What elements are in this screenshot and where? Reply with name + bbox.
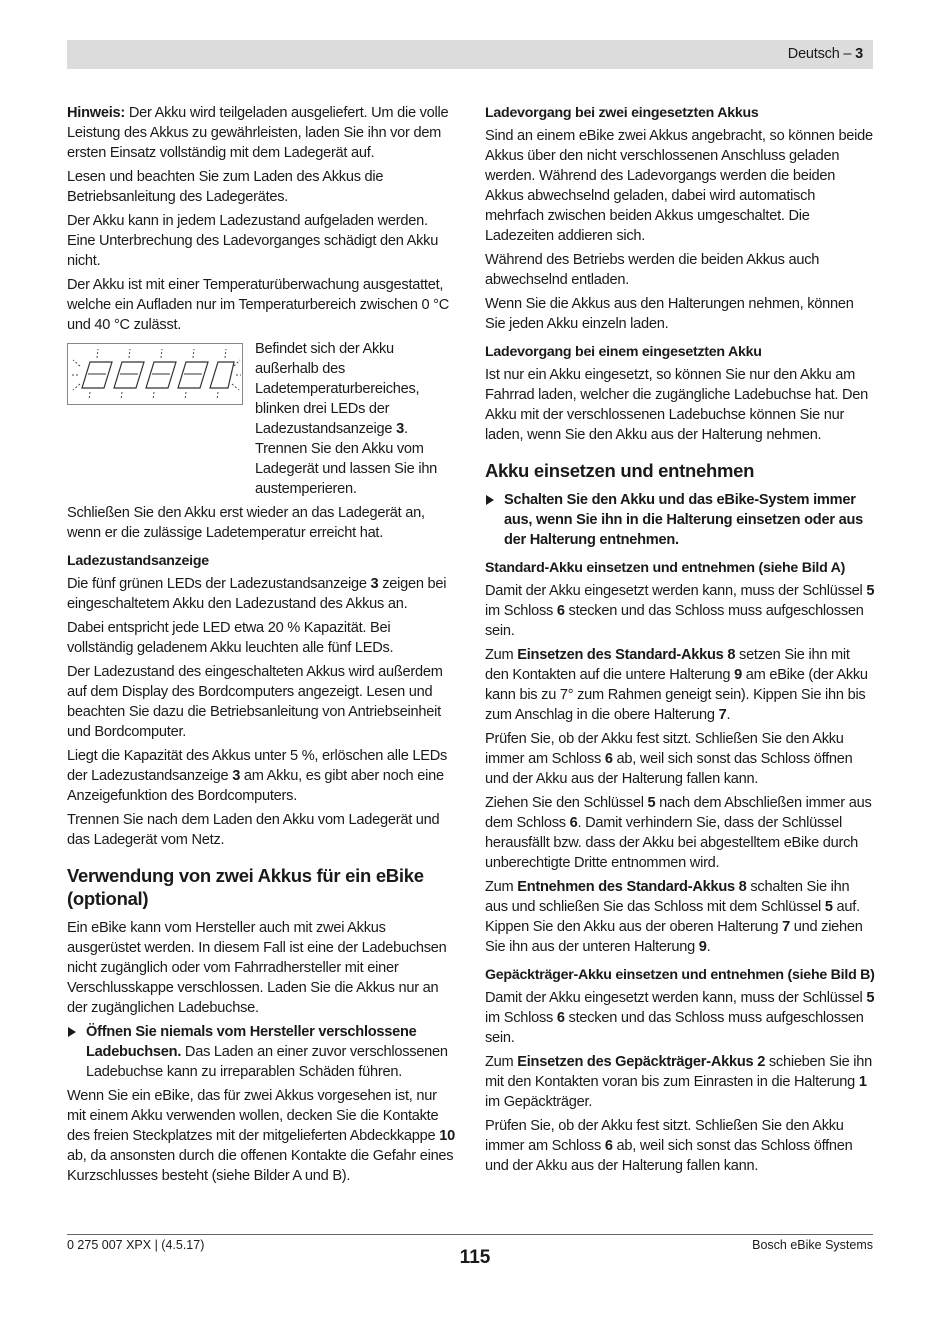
bullet-triangle-icon	[68, 1027, 76, 1037]
paragraph: Schließen Sie den Akku erst wieder an das Ladegerät an, wenn er die zulässige Ladetemperatur erreicht hat.	[67, 505, 425, 541]
paragraph: Zum Entnehmen des Standard-Akkus 8 schalten Sie ihn aus und schließen Sie das Schloss mit dem Schlüssel 5 auf. Kippen Sie den Akku aus der oberen Halterung 7 und ziehen Sie ihn aus der unteren Halterung 9.	[485, 879, 863, 955]
paragraph: Dabei entspricht jede LED etwa 20 % Kapazität. Bei vollständig geladenem Akku leuchten alle fünf LEDs.	[67, 620, 394, 656]
led-segment	[82, 362, 112, 388]
paragraph: Ist nur ein Akku eingesetzt, so können Sie nur den Akku am Fahrrad laden, welcher die zugängliche Ladebuchse hat. Den Akku mit der verschlossenen Ladebuchse können Sie nur laden, wenn Sie den Akku aus der Halterung nehmen.	[485, 367, 869, 443]
section-heading-insert-remove: Akku einsetzen und entnehmen	[485, 460, 755, 481]
paragraph: Ein eBike kann vom Hersteller auch mit zwei Akkus ausgerüstet werden. In diesem Fall ist eine der Ladebuchsen nicht zugänglich oder vom Fahrradhersteller mit einer Verschlusskappe verschlossen. Laden Sie die Akkus nur an der zugänglichen Ladebuchse.	[67, 920, 447, 1016]
paragraph: Prüfen Sie, ob der Akku fest sitzt. Schließen Sie den Akku immer am Schloss 6 ab, weil sich sonst das Schloss öffnen und der Akku aus der Halterung fallen kann.	[485, 1118, 853, 1174]
paragraph: Ziehen Sie den Schlüssel 5 nach dem Abschließen immer aus dem Schloss 6. Damit verhindern Sie, dass der Schlüssel herausfällt bzw. dass der Akku bei abgestelltem eBike durch unberechtigte Dritte entnommen wird.	[485, 795, 872, 871]
subheading-two-batteries-charging: Ladevorgang bei zwei eingesetzten Akkus	[485, 105, 759, 121]
paragraph: Zum Einsetzen des Standard-Akkus 8 setzen Sie ihn mit den Kontakten auf die untere Halterung 9 am eBike (der Akku kann bis zu 7° zum Rahmen geneigt sein). Kippen Sie ihn bis zum Anschlag in die obere Halterung 7.	[485, 647, 868, 723]
section-heading-two-batteries: Verwendung von zwei Akkus für ein eBike (optional)	[67, 865, 424, 909]
paragraph: Zum Einsetzen des Gepäckträger-Akkus 2 schieben Sie ihn mit den Kontakten voran bis zum Einrasten in die Halterung 1 im Gepäckträger.	[485, 1054, 872, 1110]
subheading-standard-battery: Standard-Akku einsetzen und entnehmen (siehe Bild A)	[485, 560, 846, 576]
paragraph: Prüfen Sie, ob der Akku fest sitzt. Schließen Sie den Akku immer am Schloss 6 ab, weil sich sonst das Schloss öffnen und der Akku aus der Halterung fallen kann.	[485, 731, 853, 787]
subheading-rack-battery: Gepäckträger-Akku einsetzen und entnehmen (siehe Bild B)	[485, 967, 875, 983]
paragraph: Lesen und beachten Sie zum Laden des Akkus die Betriebsanleitung des Ladegerätes.	[67, 169, 384, 205]
led-figure-caption: Befindet sich der Akku außerhalb des Ladetemperaturbereiches, blinken drei LEDs der Ladezustandsanzeige 3. Trennen Sie den Akku vom Ladegerät und lassen Sie ihn austemperieren.	[255, 341, 438, 497]
paragraph: Der Ladezustand des eingeschalteten Akkus wird außerdem auf dem Display des Bordcomputers angezeigt. Lesen und beachten Sie dazu die Betriebsanleitung von Antriebseinheit und Bordcomputer.	[67, 664, 443, 740]
left-column	[67, 103, 457, 1190]
paragraph: Wenn Sie die Akkus aus den Halterungen nehmen, können Sie jeden Akku einzeln laden.	[485, 296, 854, 332]
led-segment	[210, 362, 234, 388]
paragraph: Die fünf grünen LEDs der Ladezustandsanzeige 3 zeigen bei eingeschaltetem Akku den Ladezustand des Akkus an.	[67, 576, 447, 612]
hint-paragraph: Hinweis: Der Akku wird teilgeladen ausgeliefert. Um die volle Leistung des Akkus zu gewährleisten, laden Sie ihn vor dem ersten Einsatz vollständig mit dem Ladegerät auf.	[67, 105, 449, 161]
footer-doc-id: 0 275 007 XPX | (4.5.17)	[67, 1238, 205, 1252]
subheading-one-battery-charging: Ladevorgang bei einem eingesetzten Akku	[485, 344, 762, 360]
footer-divider	[67, 1234, 873, 1235]
paragraph: Der Akku ist mit einer Temperaturüberwachung ausgestattet, welche ein Aufladen nur im Temperaturbereich zwischen 0 °C und 40 °C zulässt.	[67, 277, 450, 333]
warning-bullet: Schalten Sie den Akku und das eBike-System immer aus, wenn Sie ihn in die Halterung einsetzen oder aus der Halterung entnehmen.	[485, 490, 875, 550]
paragraph: Damit der Akku eingesetzt werden kann, muss der Schlüssel 5 im Schloss 6 stecken und das Schloss muss aufgeschlossen sein.	[485, 990, 875, 1046]
footer-brand: Bosch eBike Systems	[752, 1238, 873, 1252]
paragraph: Trennen Sie nach dem Laden den Akku vom Ladegerät und das Ladegerät vom Netz.	[67, 812, 440, 848]
warning-bullet: Öffnen Sie niemals vom Hersteller verschlossene Ladebuchsen. Das Laden an einer zuvor verschlossenen Ladebuchse kann zu irreparablen Schäden führen.	[67, 1022, 457, 1082]
led-segment	[146, 362, 176, 388]
led-figure-row	[67, 339, 457, 499]
page-number: 115	[459, 1247, 491, 1268]
page-header	[67, 40, 873, 69]
led-segment	[178, 362, 208, 388]
bullet-triangle-icon	[486, 495, 494, 505]
paragraph: Der Akku kann in jedem Ladezustand aufgeladen werden. Eine Unterbrechung des Ladevorganges schädigt den Akku nicht.	[67, 213, 439, 269]
paragraph: Liegt die Kapazität des Akkus unter 5 %, erlöschen alle LEDs der Ladezustandsanzeige 3 am Akku, es gibt aber noch eine Anzeigefunktion des Bordcomputers.	[67, 748, 448, 804]
paragraph: Damit der Akku eingesetzt werden kann, muss der Schlüssel 5 im Schloss 6 stecken und das Schloss muss aufgeschlossen sein.	[485, 583, 875, 639]
right-column	[485, 103, 875, 1180]
paragraph: Wenn Sie ein eBike, das für zwei Akkus vorgesehen ist, nur mit einem Akku verwenden wollen, decken Sie die Kontakte des freien Steckplatzes mit der mitgelieferten Abdeckkappe 10 ab, da ansonsten durch die offenen Kontakte die Gefahr eines Kurzschlusses besteht (siehe Bilder A und B).	[67, 1088, 455, 1184]
paragraph: Sind an einem eBike zwei Akkus angebracht, so können beide Akkus über den nicht verschlossenen Anschluss geladen werden. Während des Ladevorgangs werden die beiden Akkus abwechselnd geladen, dabei wird automatisch mehrfach zwischen beiden Akkus umgeschaltet. Die Ladezeiten addieren sich.	[485, 128, 873, 244]
header-label: Deutsch – 3	[787, 46, 863, 62]
led-blink-figure	[67, 343, 243, 405]
led-segment	[114, 362, 144, 388]
subheading-charge-indicator: Ladezustandsanzeige	[67, 553, 209, 569]
paragraph: Während des Betriebs werden die beiden Akkus auch abwechselnd entladen.	[485, 252, 820, 288]
